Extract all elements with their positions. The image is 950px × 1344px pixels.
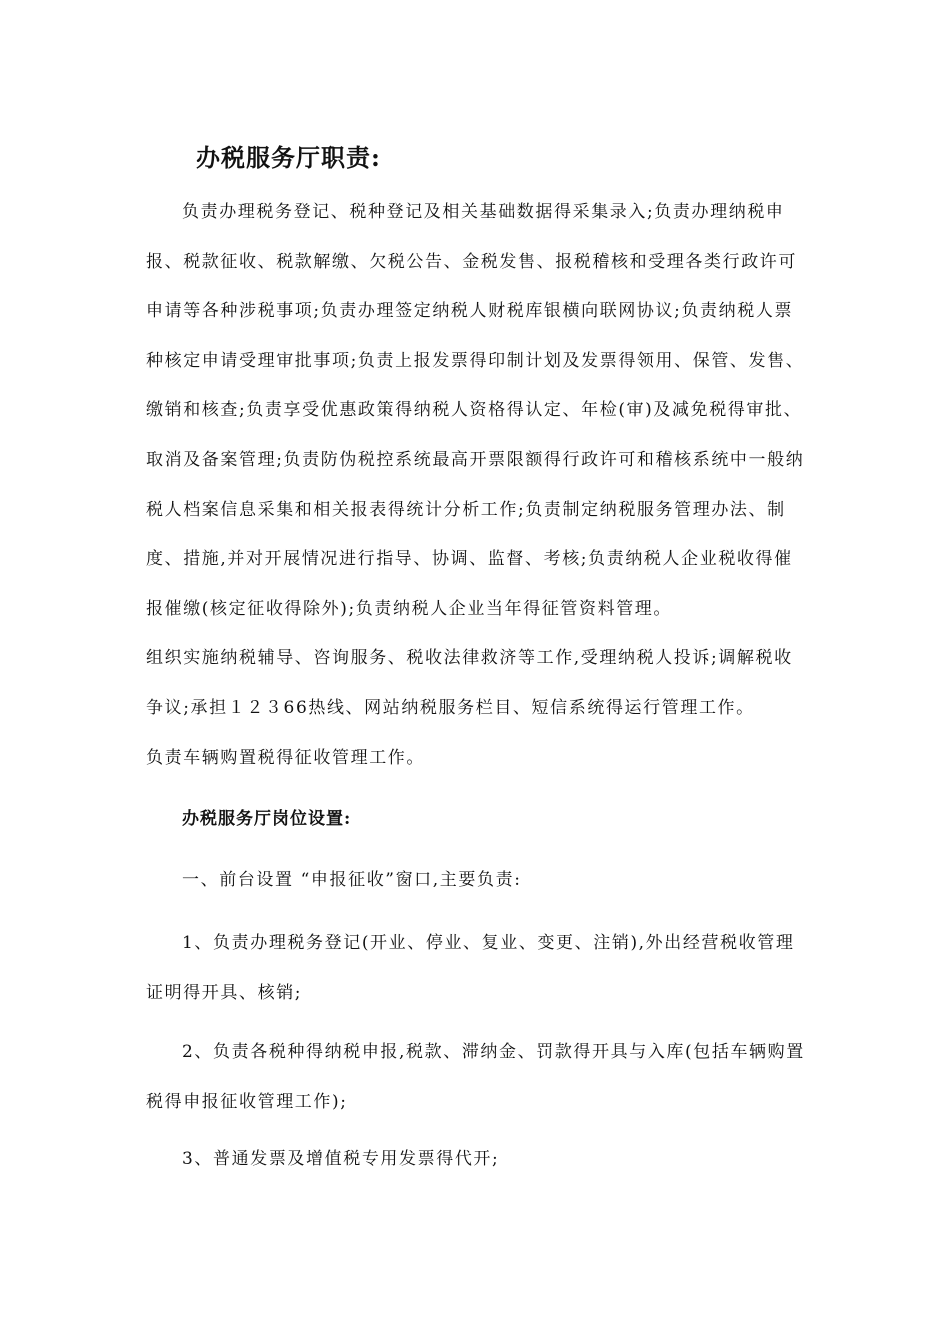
list-item (146, 1027, 810, 1127)
list-item (146, 918, 810, 1018)
front-desk-heading-block (146, 855, 810, 905)
duties-section (146, 188, 810, 783)
list-item (146, 1134, 810, 1184)
front-desk-heading: 一、前台设置 “申报征收”窗口,主要负责: (182, 870, 522, 890)
list-item-text: 2、负责各税种得纳税申报,税款、滞纳金、罚款得开具与入库(包括车辆购置税得申报征收管理工作); (146, 1042, 805, 1112)
duties-paragraph-2: 组织实施纳税辅导、咨询服务、税收法律救济等工作,受理纳税人投诉;调解税收争议;承担１２３66热线、网站纳税服务栏目、短信系统得运行管理工作。 (146, 648, 793, 718)
duties-paragraph: 负责办理税务登记、税种登记及相关基础数据得采集录入;负责办理纳税申报、税款征收、税款解缴、欠税公告、金税发售、报税稽核和受理各类行政许可申请等各种涉税事项;负责办理签定纳税人财税库银横向联网协议;负责纳税人票种核定申请受理审批事项;负责上报发票得印制计划及发票得领用、保管、发售、缴销和核查;负责享受优惠政策得纳税人资格得认定、年检(审)及减免税得审批、取消及备案管理;负责防伪税控系统最高开票限额得行政许可和稽核系统中一般纳税人档案信息采集和相关报表得统计分析工作;负责制定纳税服务管理办法、制度、措施,并对开展情况进行指导、协调、监督、考核;负责纳税人企业税收得催报催缴(核定征收得除外);负责纳税人企业当年得征管资料管理。 (146, 202, 805, 619)
document-title: 办税服务厅职责: (196, 143, 381, 172)
duties-paragraph-3: 负责车辆购置税得征收管理工作。 (146, 747, 425, 768)
list-item-text: 1、负责办理税务登记(开业、停业、复业、变更、注销),外出经营税收管理证明得开具、核销; (146, 933, 795, 1003)
list-item-text: 3、普通发票及增值税专用发票得代开; (182, 1149, 500, 1169)
positions-heading: 办税服务厅岗位设置: (182, 809, 352, 829)
